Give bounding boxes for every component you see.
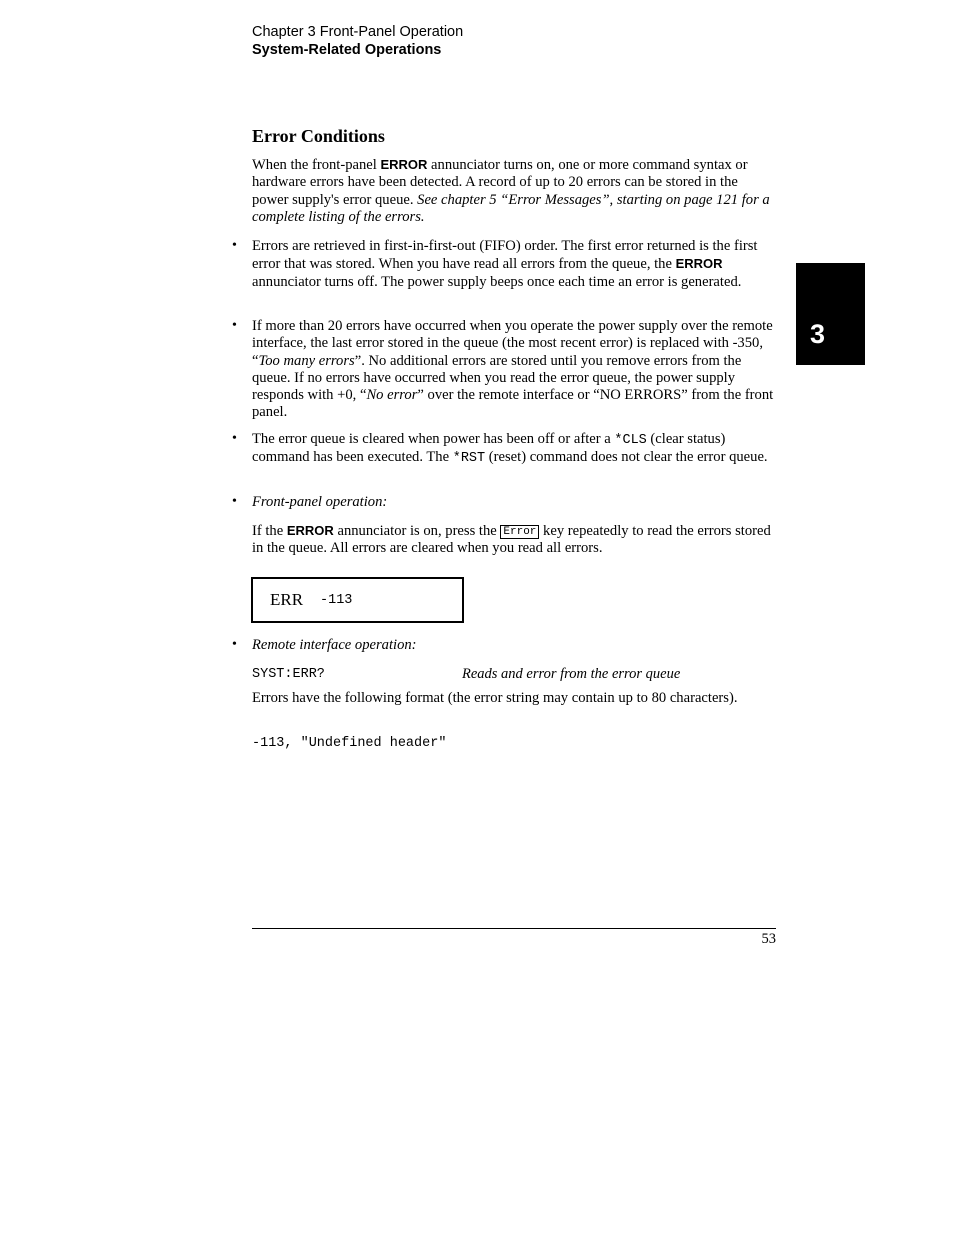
- chapter-tab: [796, 263, 865, 365]
- front-panel-paragraph: If the ERROR annunciator is on, press the Error key repeatedly to read the errors stored in the queue. All errors are cleared when you read all errors.: [252, 523, 771, 557]
- front-panel-display: [251, 577, 464, 623]
- bullet-overflow: If more than 20 errors have occurred when you operate the power supply over the remote interface, the last error stored in the queue (the most recent error) is replaced with -350, “Too many errors”. No additional errors are stored until you remove errors from the queue. If no errors have occurred when you read the error queue, the power supply responds with +0, “No error” over the remote interface or “NO ERRORS” from the front panel.: [252, 318, 774, 421]
- command-description: Reads and error from the error queue: [462, 666, 681, 682]
- error-annunciator-label: ERROR: [675, 256, 723, 272]
- section-header: System-Related Operations: [252, 42, 442, 58]
- chapter-reference: See chapter 5 “Error Messages”, starting on page 121 for a complete listing of the errors.: [252, 191, 770, 225]
- error-annunciator-label: ERROR: [380, 157, 428, 172]
- format-paragraph: Errors have the following format (the error string may contain up to 80 characters).: [252, 690, 738, 706]
- chapter-tab-label: 3: [810, 319, 826, 349]
- bullet-marker: •: [232, 637, 237, 652]
- section-title: Error Conditions: [252, 126, 385, 146]
- display-error-code: -113: [320, 593, 353, 608]
- intro-paragraph: When the front-panel ERROR annunciator turns on, one or more command syntax or hardware errors have been detected. A record of up to 20 errors can be stored in the power supply's error queue. See chapter 5 “Error Messages”, starting on page 121 for a complete listing of the errors.: [252, 157, 770, 225]
- bullet-fifo: Errors are retrieved in first-in-first-out (FIFO) order. The first error returned is the first error that was stored. When you have read all errors from the queue, the ERROR annunciator turns off. The power supply beeps once each time an error is generated.: [252, 238, 758, 290]
- rst-command: *RST: [452, 451, 486, 467]
- bullet-marker: •: [232, 238, 237, 253]
- cls-command: *CLS: [614, 433, 647, 448]
- front-panel-heading: Front-panel operation:: [252, 494, 388, 510]
- syst-err-command: SYST:ERR?: [252, 667, 325, 682]
- remote-heading: Remote interface operation:: [252, 637, 417, 653]
- page-number: 53: [761, 931, 776, 947]
- display-err-label: ERR: [270, 590, 304, 609]
- bullet-clear-queue: The error queue is cleared when power has been off or after a *CLS (clear status) command has been executed. The *RST (reset) command does not clear the error queue.: [252, 431, 768, 467]
- bullet-marker: •: [232, 318, 237, 333]
- error-annunciator-label: ERROR: [286, 523, 334, 538]
- bullet-marker: •: [232, 431, 237, 446]
- error-format-example: -113, "Undefined header": [252, 736, 447, 751]
- bullet-marker: •: [232, 494, 237, 509]
- chapter-header: Chapter 3 Front-Panel Operation: [252, 24, 464, 40]
- footer-rule: [252, 928, 776, 929]
- error-key: Error: [500, 525, 539, 539]
